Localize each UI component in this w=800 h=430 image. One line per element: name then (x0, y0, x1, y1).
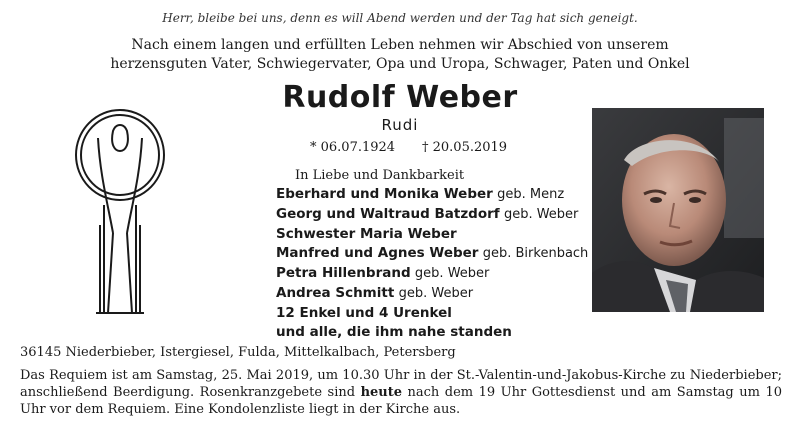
family-entry (276, 225, 596, 245)
family-names: Andrea Schmitt (276, 284, 395, 301)
family-entry (276, 244, 596, 264)
family-entry (276, 264, 596, 284)
intro-line-1: Nach einem langen und erfüllten Leben nehmen wir Abschied von unserem (131, 37, 669, 53)
family-list (276, 185, 596, 341)
intro-line-2: herzensguten Vater, Schwiegervater, Opa und Uropa, Schwager, Paten und Onkel (110, 56, 690, 72)
requiem-notice (20, 367, 782, 418)
motto-verse: Herr, bleibe bei uns, denn es will Abend werden und der Tag hat sich geneigt. (162, 11, 638, 25)
requiem-text-1: Das Requiem ist am Samstag, 25. Mai 2019, um 10.30 Uhr in der St.-Valentin-und-Jakobus-Kirche zu Niederbieber; anschließend Beerdigung. Rosenkranzgebete sind (20, 368, 782, 400)
family-nee: geb. Weber (398, 285, 474, 301)
family-nee: geb. Birkenbach (482, 246, 589, 262)
requiem-text-2: nach dem 19 Uhr Gottesdienst und am Samstag um 10 Uhr vor dem Requiem. Eine Kondolenzliste liegt in der Kirche aus. (20, 385, 782, 417)
family-entry (276, 323, 596, 342)
portrait-photo (592, 108, 764, 312)
birth-date: * 06.07.1924 (310, 140, 396, 155)
family-names: Eberhard und Monika Weber (276, 186, 493, 202)
deceased-name: Rudolf Weber (282, 80, 518, 115)
family-entry (276, 185, 596, 205)
family-entry (276, 304, 596, 323)
death-date: † 20.05.2019 (422, 140, 508, 155)
family-names: und alle, die ihm nahe standen (276, 323, 512, 340)
family-nee: geb. Menz (497, 187, 565, 202)
places-line: 36145 Niederbieber, Istergiesel, Fulda, Mittelkalbach, Petersberg (20, 345, 456, 360)
intro-text (0, 36, 800, 74)
requiem-emphasis: heute (360, 385, 403, 400)
family-nee: geb. Weber (414, 266, 490, 282)
deceased-nickname: Rudi (381, 116, 419, 134)
resurrection-figure-icon (70, 95, 170, 320)
family-names: Schwester Maria Weber (276, 225, 457, 242)
family-entry (276, 284, 596, 304)
gratitude-line: In Liebe und Dankbarkeit (295, 168, 465, 183)
family-nee: geb. Weber (503, 206, 579, 222)
family-names: Petra Hillenbrand (276, 265, 411, 282)
family-entry (276, 205, 596, 225)
family-names: 12 Enkel und 4 Urenkel (276, 304, 452, 321)
family-names: Georg und Waltraud Batzdorf (276, 205, 500, 222)
family-names: Manfred und Agnes Weber (276, 245, 479, 262)
